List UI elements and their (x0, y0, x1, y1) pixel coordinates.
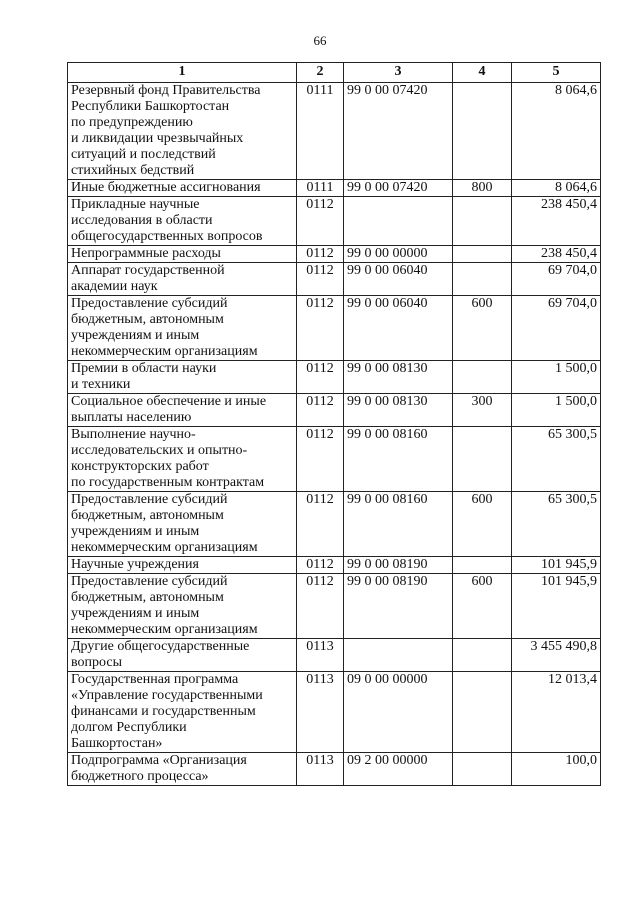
header-col-section: 2 (297, 63, 344, 83)
row-name: Прикладные научные исследования в области общегосударственных вопросов (68, 197, 297, 246)
row-amount: 101 945,9 (512, 574, 601, 639)
row-expense-type (453, 639, 512, 672)
table-row (68, 263, 601, 296)
row-amount: 12 013,4 (512, 672, 601, 753)
row-section-code: 0111 (297, 83, 344, 180)
row-section-code: 0113 (297, 672, 344, 753)
row-target-code: 99 0 00 07420 (344, 180, 453, 197)
table-row (68, 557, 601, 574)
row-section-code: 0112 (297, 574, 344, 639)
row-name: Резервный фонд Правительства Республики Башкортостан по предупреждению и ликвидации чрезвычайных ситуаций и последствий стихийных бедствий (68, 83, 297, 180)
row-name: Предоставление субсидий бюджетным, автономным учреждениям и иным некоммерческим организациям (68, 492, 297, 557)
row-target-code: 09 2 00 00000 (344, 753, 453, 786)
row-section-code: 0112 (297, 394, 344, 427)
table-row (68, 639, 601, 672)
table-row (68, 492, 601, 557)
row-expense-type (453, 361, 512, 394)
row-section-code: 0112 (297, 197, 344, 246)
row-amount: 69 704,0 (512, 296, 601, 361)
table-row (68, 361, 601, 394)
row-target-code: 99 0 00 08130 (344, 394, 453, 427)
row-amount: 1 500,0 (512, 361, 601, 394)
row-target-code: 99 0 00 00000 (344, 246, 453, 263)
row-amount: 8 064,6 (512, 180, 601, 197)
row-amount: 238 450,4 (512, 246, 601, 263)
row-section-code: 0113 (297, 753, 344, 786)
table-row (68, 180, 601, 197)
row-expense-type (453, 83, 512, 180)
header-col-target: 3 (344, 63, 453, 83)
row-amount: 101 945,9 (512, 557, 601, 574)
table-row (68, 83, 601, 180)
row-target-code: 99 0 00 06040 (344, 296, 453, 361)
table-row (68, 427, 601, 492)
row-target-code: 99 0 00 08160 (344, 427, 453, 492)
header-col-amount: 5 (512, 63, 601, 83)
table-row (68, 574, 601, 639)
table-body (68, 83, 601, 786)
row-amount: 100,0 (512, 753, 601, 786)
row-amount: 3 455 490,8 (512, 639, 601, 672)
table-row (68, 753, 601, 786)
row-target-code: 99 0 00 06040 (344, 263, 453, 296)
row-target-code: 99 0 00 08160 (344, 492, 453, 557)
row-expense-type: 600 (453, 492, 512, 557)
row-expense-type: 800 (453, 180, 512, 197)
row-name: Аппарат государственной академии наук (68, 263, 297, 296)
table-row (68, 197, 601, 246)
row-target-code: 99 0 00 08130 (344, 361, 453, 394)
row-section-code: 0112 (297, 492, 344, 557)
row-target-code (344, 639, 453, 672)
row-section-code: 0112 (297, 246, 344, 263)
row-section-code: 0112 (297, 427, 344, 492)
row-expense-type (453, 263, 512, 296)
row-section-code: 0112 (297, 296, 344, 361)
row-target-code: 99 0 00 08190 (344, 557, 453, 574)
row-section-code: 0111 (297, 180, 344, 197)
row-name: Другие общегосударственные вопросы (68, 639, 297, 672)
row-expense-type (453, 427, 512, 492)
header-col-name: 1 (68, 63, 297, 83)
row-section-code: 0113 (297, 639, 344, 672)
row-name: Выполнение научно- исследовательских и опытно- конструкторских работ по государственным контрактам (68, 427, 297, 492)
table-row (68, 246, 601, 263)
row-target-code: 99 0 00 08190 (344, 574, 453, 639)
row-name: Непрограммные расходы (68, 246, 297, 263)
row-amount: 8 064,6 (512, 83, 601, 180)
row-amount: 65 300,5 (512, 427, 601, 492)
row-section-code: 0112 (297, 557, 344, 574)
page-number: 66 (313, 33, 327, 48)
row-name: Подпрограмма «Организация бюджетного процесса» (68, 753, 297, 786)
row-expense-type (453, 246, 512, 263)
row-name: Премии в области науки и техники (68, 361, 297, 394)
row-expense-type (453, 672, 512, 753)
row-name: Социальное обеспечение и иные выплаты населению (68, 394, 297, 427)
row-target-code (344, 197, 453, 246)
row-name: Научные учреждения (68, 557, 297, 574)
row-amount: 69 704,0 (512, 263, 601, 296)
row-name: Иные бюджетные ассигнования (68, 180, 297, 197)
row-expense-type: 300 (453, 394, 512, 427)
budget-table (67, 62, 601, 786)
table-row (68, 672, 601, 753)
row-expense-type (453, 557, 512, 574)
row-name: Предоставление субсидий бюджетным, автономным учреждениям и иным некоммерческим организациям (68, 296, 297, 361)
row-amount: 65 300,5 (512, 492, 601, 557)
row-section-code: 0112 (297, 263, 344, 296)
row-amount: 238 450,4 (512, 197, 601, 246)
header-col-type: 4 (453, 63, 512, 83)
table-row (68, 394, 601, 427)
row-name: Предоставление субсидий бюджетным, автономным учреждениям и иным некоммерческим организациям (68, 574, 297, 639)
row-name: Государственная программа «Управление государственными финансами и государственным долгом Республики Башкортостан» (68, 672, 297, 753)
header-row (68, 63, 601, 83)
row-section-code: 0112 (297, 361, 344, 394)
row-target-code: 99 0 00 07420 (344, 83, 453, 180)
row-expense-type: 600 (453, 574, 512, 639)
table-row (68, 296, 601, 361)
row-expense-type (453, 197, 512, 246)
row-amount: 1 500,0 (512, 394, 601, 427)
row-expense-type: 600 (453, 296, 512, 361)
row-expense-type (453, 753, 512, 786)
row-target-code: 09 0 00 00000 (344, 672, 453, 753)
